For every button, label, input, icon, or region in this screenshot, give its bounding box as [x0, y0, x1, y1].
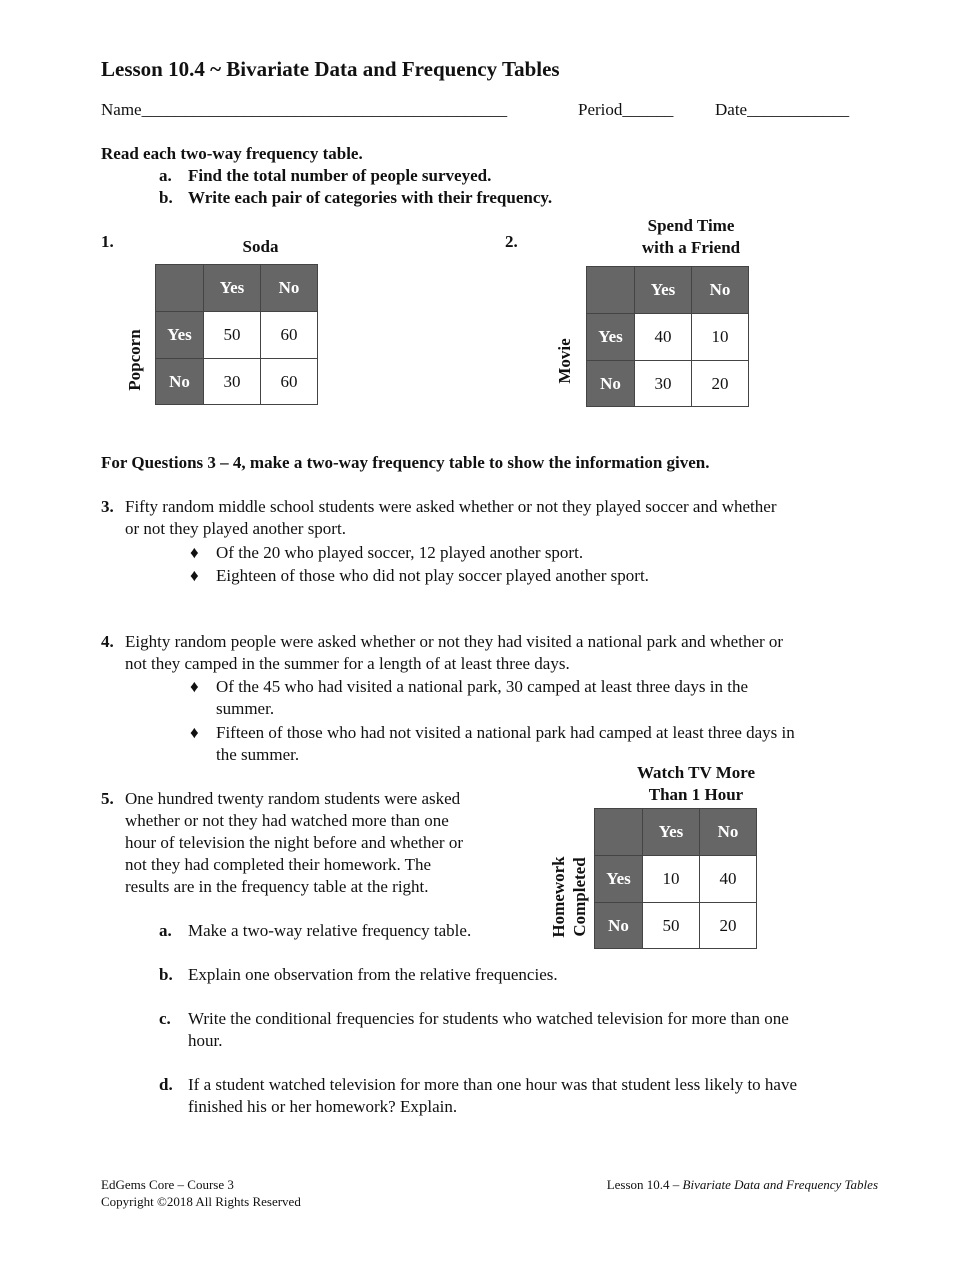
col-head: No [700, 809, 757, 856]
bullet-icon: ♦ [190, 566, 199, 585]
cell: 50 [643, 903, 700, 949]
cell: 10 [643, 856, 700, 903]
q5-table [594, 808, 757, 949]
col-head: Yes [635, 267, 692, 314]
part-c-text: hour. [188, 1031, 223, 1050]
q3-text: Fifty random middle school students were asked whether or not they played soccer and whether [125, 497, 777, 516]
q1-col-title: Soda [242, 237, 279, 256]
instruction-a: Find the total number of people surveyed. [188, 166, 492, 185]
q5-text: not they had completed their homework. The [125, 855, 432, 874]
q5-text: results are in the frequency table at the right. [125, 877, 429, 896]
q3-number: 3. [101, 497, 114, 516]
period-field: Period______ [578, 100, 674, 119]
part-d-text: If a student watched television for more than one hour was that student less likely to have [188, 1075, 798, 1094]
part-d-label: d. [159, 1075, 173, 1094]
footer-lesson-title: Bivariate Data and Frequency Tables [682, 1177, 878, 1192]
cell: 30 [635, 361, 692, 407]
row-head: No [156, 359, 204, 405]
bullet-icon: ♦ [190, 677, 199, 696]
part-a-label: a. [159, 921, 172, 940]
q4-number: 4. [101, 632, 114, 651]
q5-text: One hundred twenty random students were asked [125, 789, 461, 808]
q3-bullet: Of the 20 who played soccer, 12 played another sport. [216, 543, 584, 562]
part-c-label: c. [159, 1009, 171, 1028]
bullet-icon: ♦ [190, 543, 199, 562]
q2-row-title: Movie [555, 338, 574, 384]
q4-bullet: summer. [216, 699, 275, 718]
cell: 40 [700, 856, 757, 903]
q5-col-title-1: Watch TV More [636, 763, 756, 782]
corner-cell [595, 809, 643, 856]
row-head: No [587, 361, 635, 407]
q1-table [155, 264, 318, 405]
q2-col-title-2: with a Friend [641, 238, 741, 257]
instruction-a-label: a. [159, 166, 172, 185]
cell: 20 [692, 361, 749, 407]
cell: 20 [700, 903, 757, 949]
q4-bullet: the summer. [216, 745, 300, 764]
q3-text: or not they played another sport. [125, 519, 346, 538]
q2-col-title-1: Spend Time [647, 216, 735, 235]
part-b-label: b. [159, 965, 173, 984]
q4-text: not they camped in the summer for a length of at least three days. [125, 654, 570, 673]
section-instructions: For Questions 3 – 4, make a two-way frequency table to show the information given. [101, 453, 710, 472]
col-head: Yes [204, 265, 261, 312]
name-field: Name___________________________________________ [101, 100, 508, 119]
cell: 60 [261, 312, 318, 359]
q2-table [586, 266, 749, 407]
footer-copyright: Copyright ©2018 All Rights Reserved [101, 1194, 301, 1209]
instruction-b: Write each pair of categories with their frequency. [188, 188, 553, 207]
footer-course: EdGems Core – Course 3 [101, 1177, 234, 1192]
instruction-b-label: b. [159, 188, 173, 207]
cell: 10 [692, 314, 749, 361]
part-d-text: finished his or her homework? Explain. [188, 1097, 458, 1116]
q4-bullet: Of the 45 who had visited a national park, 30 camped at least three days in the [216, 677, 749, 696]
q5-text: whether or not they had watched more than one [125, 811, 449, 830]
q2-number: 2. [505, 232, 518, 251]
cell: 50 [204, 312, 261, 359]
q4-text: Eighty random people were asked whether or not they had visited a national park and whether or [125, 632, 784, 651]
page-title: Lesson 10.4 ~ Bivariate Data and Frequency Tables [101, 57, 560, 81]
row-head: No [595, 903, 643, 949]
row-head: Yes [595, 856, 643, 903]
footer-lesson-prefix: Lesson 10.4 – [606, 1177, 683, 1192]
footer-lesson [607, 1176, 878, 1193]
q5-row-title-2: Completed [570, 857, 589, 937]
row-head: Yes [156, 312, 204, 359]
q5-row-title-1: Homework [549, 856, 568, 938]
cell: 40 [635, 314, 692, 361]
part-a-text: Make a two-way relative frequency table. [188, 921, 472, 940]
cell: 30 [204, 359, 261, 405]
corner-cell [156, 265, 204, 312]
q5-col-title-2: Than 1 Hour [648, 785, 744, 804]
part-b-text: Explain one observation from the relative frequencies. [188, 965, 558, 984]
q5-text: hour of television the night before and whether or [125, 833, 464, 852]
row-head: Yes [587, 314, 635, 361]
q1-row-title: Popcorn [125, 329, 144, 391]
part-c-text: Write the conditional frequencies for students who watched television for more than one [188, 1009, 789, 1028]
instructions: Read each two-way frequency table. [101, 144, 363, 163]
date-field: Date____________ [715, 100, 850, 119]
q4-bullet: Fifteen of those who had not visited a national park had camped at least three days in [216, 723, 795, 742]
col-head: Yes [643, 809, 700, 856]
q3-bullet: Eighteen of those who did not play soccer played another sport. [216, 566, 649, 585]
col-head: No [261, 265, 318, 312]
col-head: No [692, 267, 749, 314]
q5-number: 5. [101, 789, 114, 808]
bullet-icon: ♦ [190, 723, 199, 742]
cell: 60 [261, 359, 318, 405]
corner-cell [587, 267, 635, 314]
q1-number: 1. [101, 232, 114, 251]
